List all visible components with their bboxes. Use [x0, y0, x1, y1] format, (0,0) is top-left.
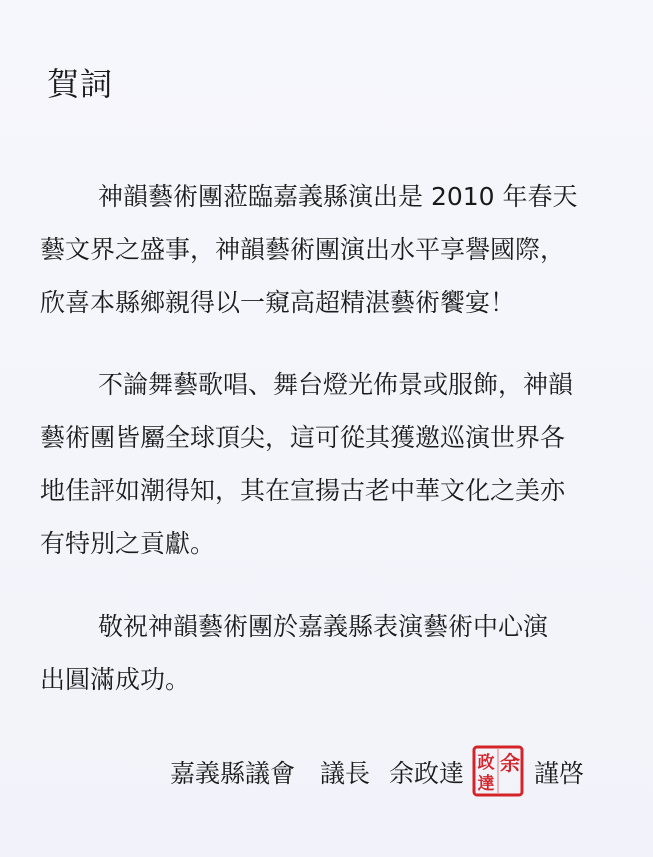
letter-title: 賀詞	[47, 65, 114, 103]
paragraph-3	[40, 600, 620, 706]
signature-closing: 謹啓	[534, 759, 585, 788]
paragraph-line: 藝術團皆屬全球頂尖，這可從其獲邀巡演世界各	[40, 423, 566, 452]
paragraph-line: 神韻藝術團蒞臨嘉義縣演出是 2010 年春天	[98, 182, 578, 211]
paragraph-line: 出圓滿成功。	[40, 665, 191, 694]
paragraph-line: 藝文界之盛事，神韻藝術團演出水平享譽國際，	[40, 235, 566, 264]
signature-name: 余政達	[389, 759, 465, 788]
signature-organization: 嘉義縣議會	[170, 759, 296, 788]
paragraph-line: 敬祝神韻藝術團於嘉義縣表演藝術中心演	[98, 612, 549, 641]
paragraph-line: 欣喜本縣鄉親得以一窺高超精湛藝術饗宴！	[40, 288, 516, 317]
seal-char-2: 政	[477, 753, 495, 773]
seal-char-1: 余	[500, 751, 520, 775]
signature-position: 議長	[320, 759, 371, 788]
paragraph-line: 有特別之貢獻。	[40, 529, 216, 558]
paragraph-line: 不論舞藝歌唱、舞台燈光佈景或服飾，神韻	[98, 370, 574, 399]
seal-stamp-icon	[472, 745, 524, 797]
signature-block	[170, 748, 610, 800]
paragraph-2	[40, 358, 620, 570]
seal-char-3: 達	[477, 774, 495, 794]
paragraph-line: 地佳評如潮得知，其在宣揚古老中華文化之美亦	[40, 476, 566, 505]
paragraph-1	[40, 170, 620, 329]
